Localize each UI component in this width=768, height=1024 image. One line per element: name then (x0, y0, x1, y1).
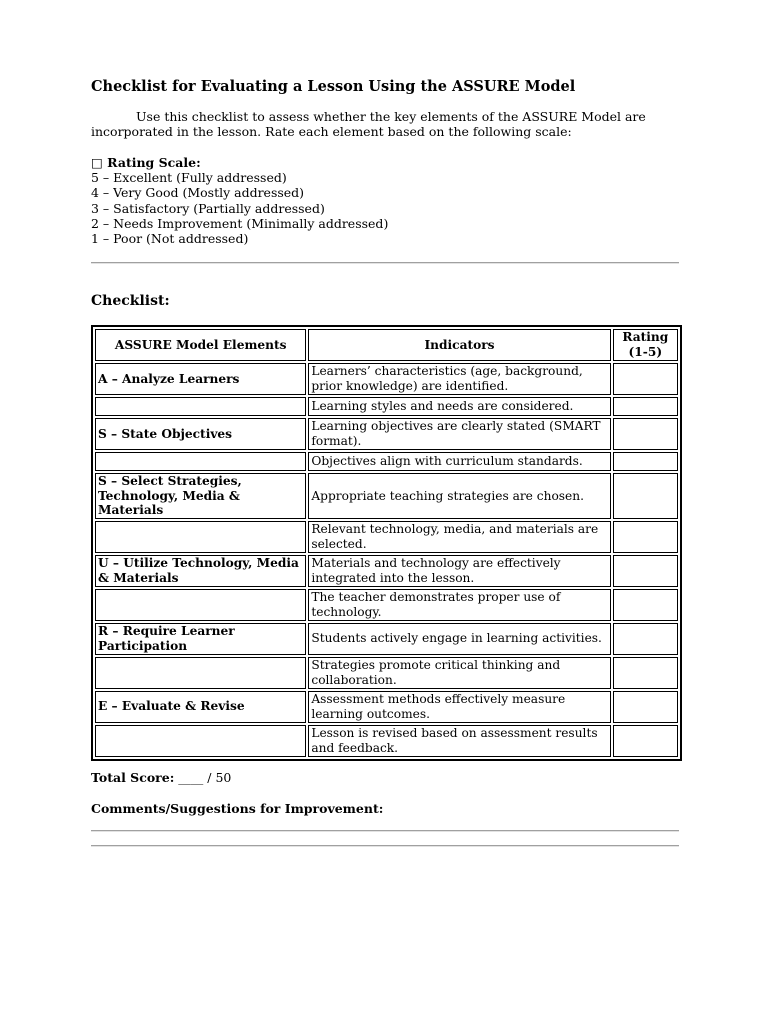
indicator-cell: Learning styles and needs are considered. (308, 397, 610, 416)
comment-line[interactable] (91, 830, 679, 832)
indicator-cell: Objectives align with curriculum standards. (308, 452, 610, 471)
rating-cell[interactable] (613, 363, 678, 395)
table-row (95, 725, 678, 757)
rating-level: 4 – Very Good (Mostly addressed) (91, 185, 305, 201)
table-row (95, 397, 678, 416)
table-row (95, 521, 678, 553)
rating-cell[interactable] (613, 473, 678, 519)
rating-cell[interactable] (613, 452, 678, 471)
table-row (95, 473, 678, 519)
rating-cell[interactable] (613, 555, 678, 587)
checkbox-icon: □ (91, 155, 103, 170)
header-rating: Rating (1-5) (613, 329, 678, 361)
indicator-cell: Students actively engage in learning activities. (308, 623, 610, 655)
indicator-cell: Learning objectives are clearly stated (SMART format). (308, 418, 610, 450)
checklist-table (91, 325, 682, 761)
indicator-cell: Relevant technology, media, and materials are selected. (308, 521, 610, 553)
intro-paragraph: Use this checklist to assess whether the key elements of the ASSURE Model are incorporated in the lesson. Rate each element based on the following scale: (91, 109, 646, 139)
rating-scale (91, 155, 388, 246)
element-cell: U – Utilize Technology, Media & Materials (95, 555, 306, 587)
element-cell (95, 521, 306, 553)
element-cell: E – Evaluate & Revise (95, 691, 306, 723)
element-cell (95, 657, 306, 689)
indicator-cell: Lesson is revised based on assessment results and feedback. (308, 725, 610, 757)
rating-scale-title: Rating Scale: (107, 155, 201, 170)
header-elements: ASSURE Model Elements (95, 329, 306, 361)
rating-cell[interactable] (613, 691, 678, 723)
element-cell: R – Require Learner Participation (95, 623, 306, 655)
rating-cell[interactable] (613, 589, 678, 621)
table-row (95, 452, 678, 471)
horizontal-divider (91, 262, 679, 264)
rating-cell[interactable] (613, 657, 678, 689)
table-row (95, 691, 678, 723)
indicator-cell: Assessment methods effectively measure learning outcomes. (308, 691, 610, 723)
table-row (95, 418, 678, 450)
rating-cell[interactable] (613, 521, 678, 553)
rating-cell[interactable] (613, 623, 678, 655)
rating-cell[interactable] (613, 397, 678, 416)
element-cell: S – Select Strategies, Technology, Media & Materials (95, 473, 306, 519)
document-title: Checklist for Evaluating a Lesson Using the ASSURE Model (91, 78, 576, 95)
header-indicators: Indicators (308, 329, 610, 361)
table-row (95, 555, 678, 587)
rating-cell[interactable] (613, 725, 678, 757)
table-row (95, 589, 678, 621)
element-cell (95, 452, 306, 471)
element-cell (95, 725, 306, 757)
rating-level: 5 – Excellent (Fully addressed) (91, 170, 287, 186)
table-row (95, 657, 678, 689)
indicator-cell: The teacher demonstrates proper use of technology. (308, 589, 610, 621)
total-score (91, 770, 231, 785)
rating-scale-heading (91, 155, 388, 170)
rating-level: 1 – Poor (Not addressed) (91, 231, 249, 247)
rating-cell[interactable] (613, 418, 678, 450)
total-score-label: Total Score: (91, 770, 175, 785)
indicator-cell: Strategies promote critical thinking and collaboration. (308, 657, 610, 689)
total-score-value[interactable]: ____ / 50 (174, 770, 232, 785)
comment-line[interactable] (91, 845, 679, 847)
indicator-cell: Appropriate teaching strategies are chosen. (308, 473, 610, 519)
element-cell (95, 589, 306, 621)
table-row (95, 623, 678, 655)
rating-level: 2 – Needs Improvement (Minimally addressed) (91, 215, 389, 231)
rating-level: 3 – Satisfactory (Partially addressed) (91, 200, 325, 216)
checklist-heading: Checklist: (91, 293, 170, 309)
table-row (95, 363, 678, 395)
table-header-row (95, 329, 678, 361)
element-cell (95, 397, 306, 416)
element-cell: S – State Objectives (95, 418, 306, 450)
element-cell: A – Analyze Learners (95, 363, 306, 395)
comments-label: Comments/Suggestions for Improvement: (91, 801, 384, 816)
indicator-cell: Materials and technology are effectively integrated into the lesson. (308, 555, 610, 587)
indicator-cell: Learners’ characteristics (age, background, prior knowledge) are identified. (308, 363, 610, 395)
